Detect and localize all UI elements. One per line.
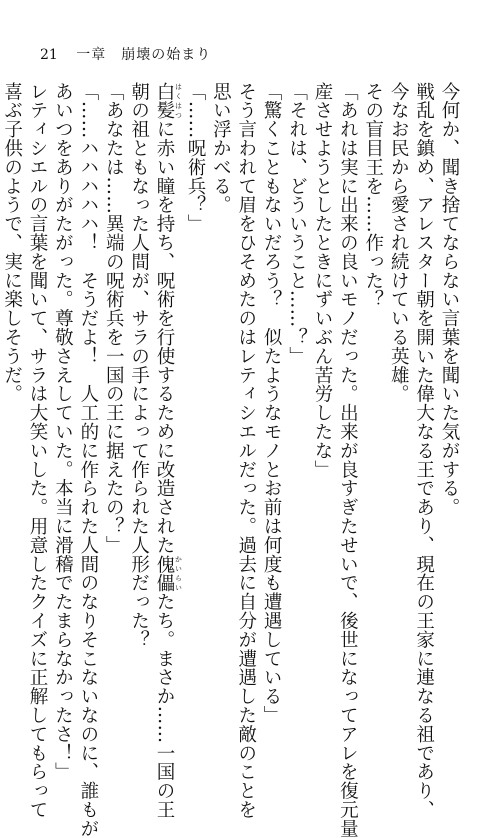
vertical-text-body (1, 82, 462, 838)
text-line-11: 「……呪術兵？」 (184, 82, 206, 234)
text-line-14: 「あなたは……異端の呪術兵を一国の王に据えたの？」 (103, 82, 125, 555)
text-line-13: 朝の祖ともなった人間が、サラの手によって作られた人形だった？ (128, 82, 150, 649)
text-line-12-body: に赤い瞳を持ち、呪術を行使するために改造された (154, 119, 176, 555)
text-line-6: 産させようとしたときにずいぶん苦労したな」 (311, 82, 333, 479)
running-header (40, 44, 211, 64)
ruby-kairai: 傀儡 かいらい (154, 554, 183, 593)
text-line-1: 今何か、聞き捨てならない言葉を聞いた気がする。 (439, 82, 460, 517)
chapter-title: 一章 崩壊の始まり (76, 47, 212, 63)
text-line-9: そう言われて眉をひそめたのはレティシエルだった。過去に自分が遭遇した敵のことを (235, 82, 257, 820)
text-line-12-tail: たち。まさか……一国の王 (154, 592, 176, 820)
text-line-18: 喜ぶ子供のようで、実に楽しそうだ。 (1, 82, 23, 404)
text-line-3: 今なお民から愛され続けている英雄。 (388, 82, 410, 404)
ruby-hakuhatsu: 白髪 はくはつ (154, 82, 183, 120)
text-line-5: 「あれは実に出来の良いモノだった。出来が良すぎたせいで、後世になってアレを復元量 (337, 82, 359, 838)
text-line-12 (152, 82, 183, 820)
page-number: 21 (40, 47, 58, 63)
text-line-7: 「それは、どういうこと……？」 (286, 82, 308, 366)
text-line-10: 思い浮かべる。 (210, 82, 232, 215)
text-line-15: 「……ハハハハハ！ そうだよ！ 人工的に作られた人間のなりそこないなのに、誰もが (77, 82, 99, 838)
text-line-2: 戦乱を鎮め、アレスター朝を開いた偉大なる王であり、現在の王家に連なる祖であり、 (413, 82, 435, 820)
text-line-8: 「驚くこともないだろう？ 似たようなモノとお前は何度も遭遇している」 (261, 82, 283, 725)
text-line-17: レティシエルの言葉を聞いて、サラは大笑いした。用意したクイズに正解してもらって (27, 82, 48, 820)
text-line-16: あいつをありがたがった。尊敬さえしていた。本当に滑稽でたまらなかったさ！」 (52, 82, 74, 782)
text-line-4: その盲目王を……作った？ (362, 82, 384, 309)
